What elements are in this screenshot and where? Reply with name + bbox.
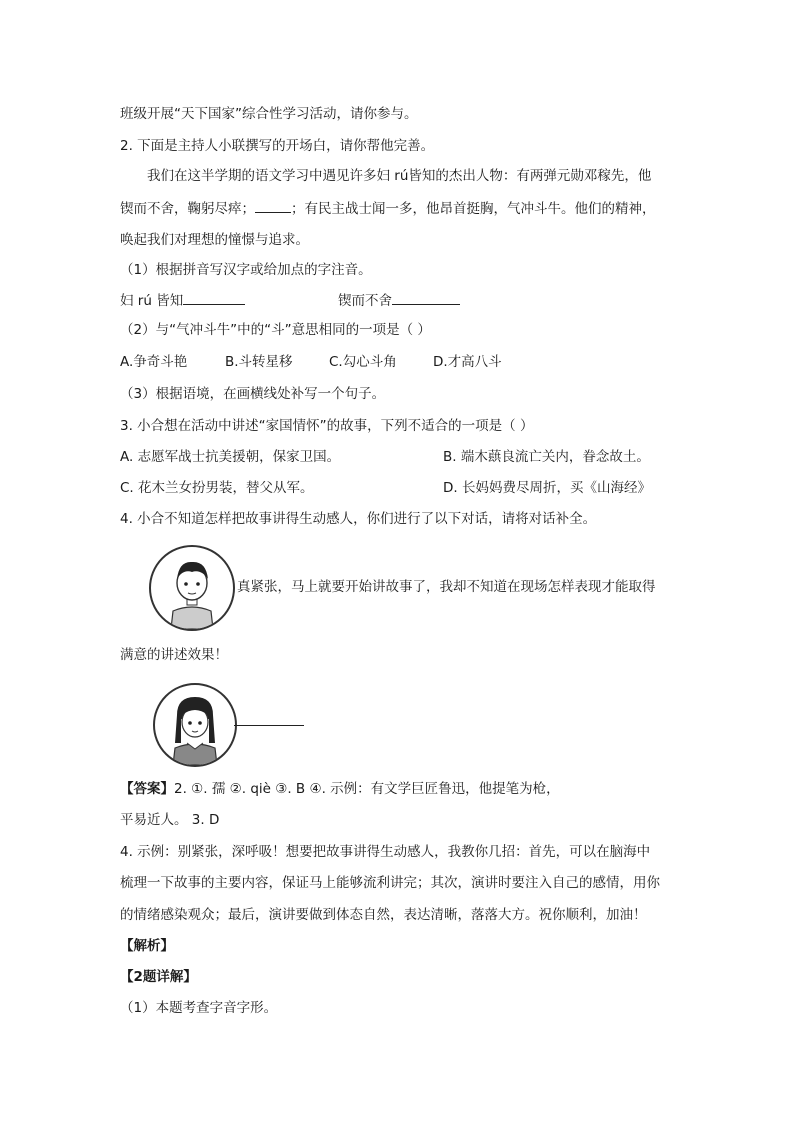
answer-q4-line2: 梳理一下故事的主要内容，保证马上能够流利讲完；其次，演讲时要注入自己的感情，用你 — [120, 875, 660, 891]
q2-para-line1: 我们在这半学期的语文学习中遇见许多妇 rú皆知的杰出人物：有两弹元勋邓稼先，他 — [147, 168, 652, 184]
q4-boy-speech-line2: 满意的讲述效果！ — [120, 647, 228, 663]
q3-option-d: D. 长妈妈费尽周折，买《山海经》 — [443, 480, 651, 496]
q2-sub1: （1）根据拼音写汉字或给加点的字注音。 — [120, 262, 372, 278]
q4-boy-speech-line1: 真紧张，马上就要开始讲故事了，我却不知道在现场怎样表现才能取得 — [237, 579, 656, 595]
q4-title: 4. 小合不知道怎样把故事讲得生动感人，你们进行了以下对话，请将对话补全。 — [120, 511, 597, 527]
q2-sub2-option-a: A.争奇斗艳 — [120, 354, 188, 370]
q2-para-line3: 唤起我们对理想的憧憬与追求。 — [120, 232, 309, 248]
q3-option-a: A. 志愿军战士抗美援朝，保家卫国。 — [120, 449, 341, 465]
q2-sub3: （3）根据语境，在画横线处补写一个句子。 — [120, 386, 386, 402]
answer-q4-line3: 的情绪感染观众；最后，演讲要做到体态自然，表达清晰，落落大方。祝你顺利，加油！ — [120, 907, 647, 923]
q3-option-c: C. 花木兰女扮男装，替父从军。 — [120, 480, 314, 496]
q2-blank — [255, 198, 291, 213]
answer-q4-line1: 4. 示例：别紧张，深呼吸！想要把故事讲得生动感人，我教你几招：首先，可以在脑海中 — [120, 844, 651, 860]
q2-sub1-a-blank — [183, 290, 245, 305]
girl-avatar — [153, 683, 237, 767]
q2-para-line2 — [120, 198, 656, 219]
analysis-sub1: （1）本题考查字音字形。 — [120, 1000, 278, 1016]
analysis-label: 【解析】 — [120, 938, 174, 954]
answer-label: 【答案】 — [120, 781, 174, 797]
q2-sub2-option-d: D.才高八斗 — [433, 354, 502, 370]
answer-line2: 平易近人。 3. D — [120, 812, 220, 828]
q2-title: 2. 下面是主持人小联撰写的开场白，请你帮他完善。 — [120, 138, 435, 154]
analysis-detail-heading: 【2题详解】 — [120, 969, 197, 985]
q2-para-line2-end: ；有民主战士闻一多，他昂首挺胸，气冲斗牛。他们的精神， — [291, 201, 656, 217]
q2-sub2-option-b: B.斗转星移 — [225, 354, 293, 370]
q4-girl-answer-blank — [234, 725, 304, 726]
q2-sub1-b-label: 锲而不舍 — [338, 293, 392, 309]
intro-line: 班级开展“天下国家”综合性学习活动，请你参与。 — [120, 106, 418, 122]
q2-para-line2-start: 锲而不舍，鞠躬尽瘁； — [120, 201, 255, 217]
q3-title: 3. 小合想在活动中讲述“家国情怀”的故事，下列不适合的一项是（ ） — [120, 418, 534, 434]
answer-line1 — [120, 779, 560, 799]
q2-sub1-fill-b — [338, 290, 460, 311]
q3-option-b: B. 端木蕻良流亡关内，眷念故土。 — [443, 449, 650, 465]
q2-sub1-b-blank — [392, 290, 460, 305]
q2-sub1-a-label: 妇 rú 皆知 — [120, 293, 184, 309]
boy-avatar — [149, 545, 235, 631]
q2-sub1-fill-a — [120, 290, 245, 311]
answer-line1-text: 2. ①. 孺 ②. qiè ③. B ④. 示例：有文学巨匠鲁迅，他提笔为枪， — [174, 781, 560, 797]
q2-sub2: （2）与“气冲斗牛”中的“斗”意思相同的一项是（ ） — [120, 322, 431, 338]
q2-sub2-option-c: C.勾心斗角 — [329, 354, 397, 370]
